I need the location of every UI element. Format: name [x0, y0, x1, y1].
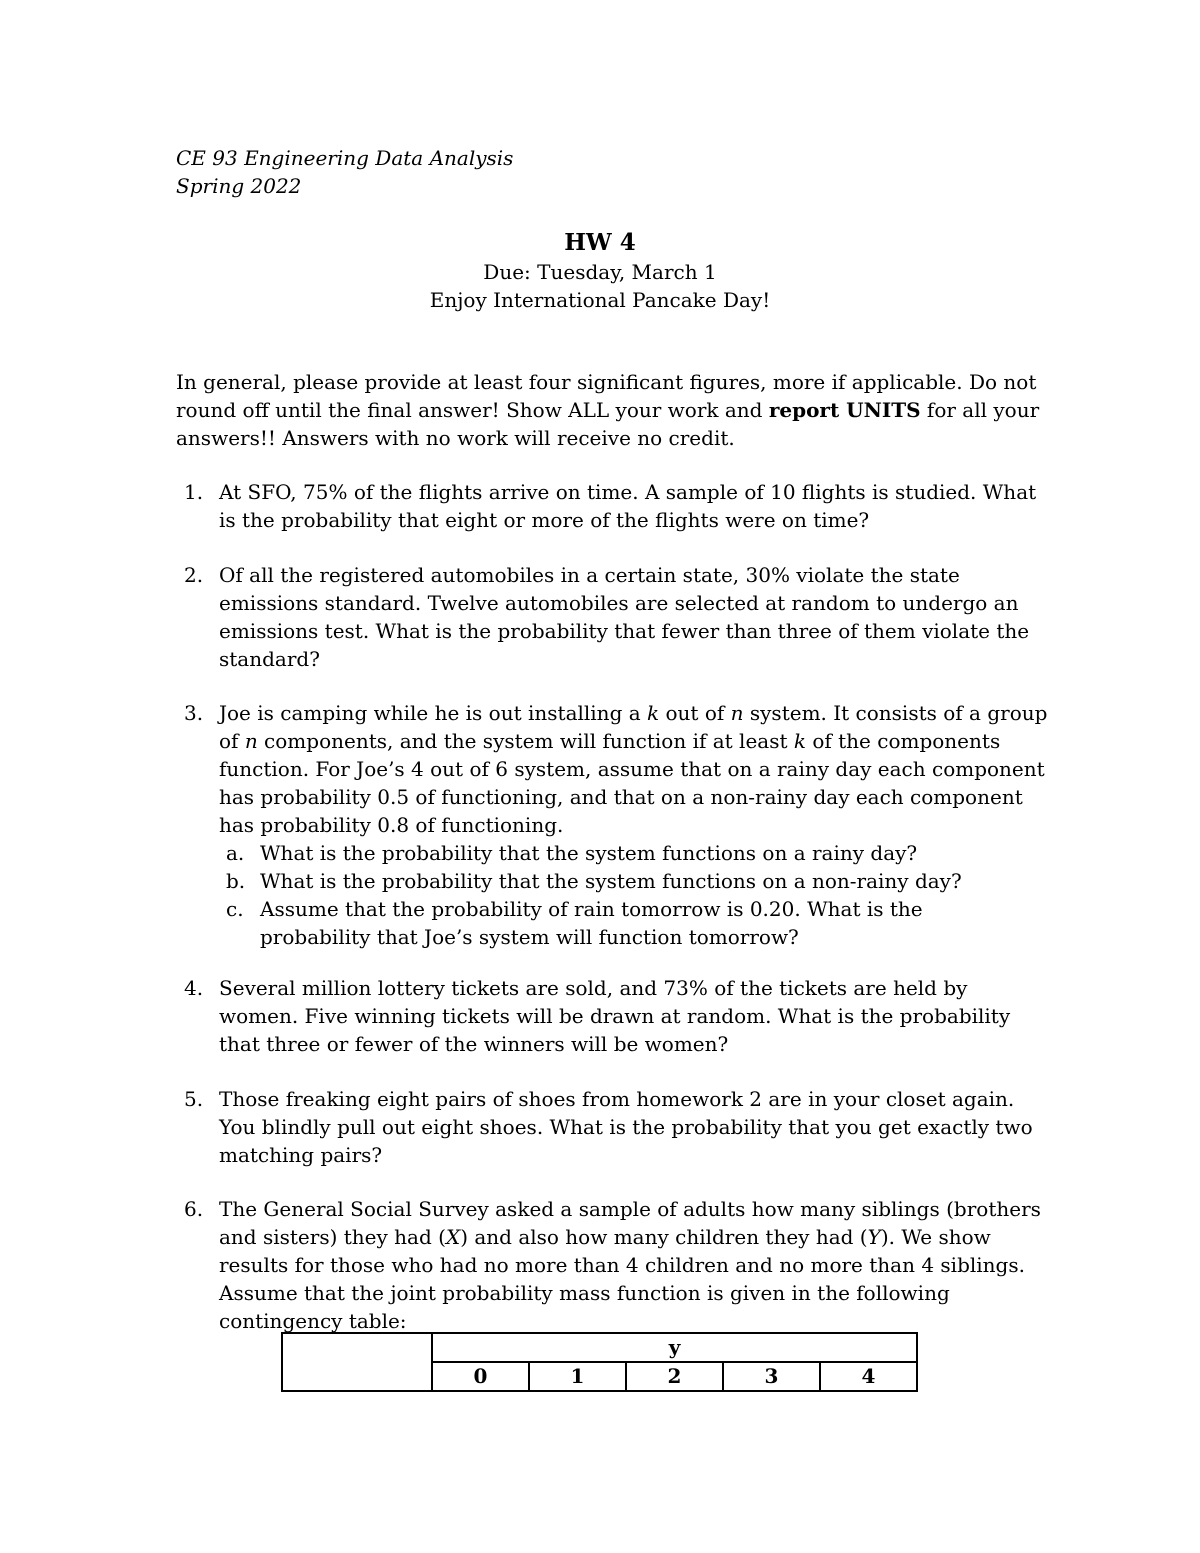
- variable-k: k: [647, 701, 660, 725]
- instructions-line: In general, please provide at least four significant figures, more if applicable. Do not: [176, 370, 1037, 394]
- subquestion-text: What is the probability that the system functions on a non-rainy day?: [260, 869, 962, 893]
- instructions: [176, 368, 1040, 452]
- tagline: Enjoy International Pancake Day!: [429, 288, 771, 312]
- question-line: matching pairs?: [219, 1143, 383, 1167]
- course-term: Spring 2022: [176, 174, 302, 198]
- question-number: 5.: [184, 1087, 204, 1111]
- text: of the components: [805, 729, 1001, 753]
- question-line: that three or fewer of the winners will be women?: [219, 1032, 729, 1056]
- course-header: [176, 144, 513, 200]
- table-column-header: 1: [529, 1362, 626, 1391]
- question-line: women. Five winning tickets will be drawn at random. What is the probability: [219, 1004, 1011, 1028]
- subquestion-text: probability that Joe’s system will function tomorrow?: [260, 925, 799, 949]
- text: and sisters) they had (: [219, 1225, 446, 1249]
- variable-y: Y: [867, 1225, 881, 1249]
- question-line: Assume that the joint probability mass function is given in the following: [219, 1281, 950, 1305]
- subquestion-letter: a.: [226, 841, 245, 865]
- table-y-header: y: [432, 1333, 917, 1362]
- question-line: [219, 727, 1049, 755]
- question-line: function. For Joe’s 4 out of 6 system, assume that on a rainy day each component: [219, 757, 1045, 781]
- question-line: has probability 0.8 of functioning.: [219, 813, 564, 837]
- question-number: 6.: [184, 1197, 204, 1221]
- variable-n: n: [244, 729, 258, 753]
- due-date: Due: Tuesday, March 1: [483, 260, 717, 284]
- table-column-header: 3: [723, 1362, 820, 1391]
- subquestion-b: [219, 867, 1049, 895]
- subquestion-text: What is the probability that the system functions on a rainy day?: [260, 841, 918, 865]
- text: system. It consists of a group: [743, 701, 1048, 725]
- subquestion-a: [219, 839, 1049, 867]
- text: ). We show: [880, 1225, 991, 1249]
- question-number: 2.: [184, 563, 204, 587]
- question-line: is the probability that eight or more of the flights were on time?: [219, 508, 870, 532]
- question-text: [219, 478, 1049, 534]
- text: Joe is camping while he is out installing a: [219, 701, 648, 725]
- contingency-table: [281, 1332, 918, 1392]
- text: out of: [659, 701, 731, 725]
- text: of: [219, 729, 245, 753]
- variable-n: n: [730, 701, 744, 725]
- instructions-text: round off until the final answer! Show ALL your work and: [176, 398, 769, 422]
- table-column-header: 2: [626, 1362, 723, 1391]
- table-column-header: 4: [820, 1362, 917, 1391]
- subquestion-c-continued: [219, 923, 1049, 951]
- table-header-row: [282, 1333, 917, 1362]
- subquestion-c: [219, 895, 1049, 923]
- text: components, and the system will function if at least: [257, 729, 794, 753]
- question-line: At SFO, 75% of the flights arrive on time. A sample of 10 flights is studied. What: [219, 480, 1037, 504]
- question-text: [219, 699, 1049, 951]
- subquestion-letter: b.: [226, 869, 246, 893]
- text: ) and also how many children they had (: [460, 1225, 868, 1249]
- question-line: emissions test. What is the probability that fewer than three of them violate the: [219, 619, 1030, 643]
- table-corner-cell: [282, 1333, 432, 1391]
- question-number: 3.: [184, 701, 204, 725]
- homework-title: HW 4: [564, 229, 636, 256]
- instructions-line: answers!! Answers with no work will receive no credit.: [176, 426, 735, 450]
- question-number: 1.: [184, 480, 204, 504]
- question-number: 4.: [184, 976, 204, 1000]
- instructions-text: for all your: [920, 398, 1040, 422]
- question-line: You blindly pull out eight shoes. What is the probability that you get exactly two: [219, 1115, 1033, 1139]
- course-name: CE 93 Engineering Data Analysis: [176, 146, 514, 170]
- question-line: contingency table:: [219, 1309, 407, 1333]
- question-line: Several million lottery tickets are sold, and 73% of the tickets are held by: [219, 976, 968, 1000]
- question-line: Those freaking eight pairs of shoes from homework 2 are in your closet again.: [219, 1087, 1015, 1111]
- question-line: emissions standard. Twelve automobiles are selected at random to undergo an: [219, 591, 1019, 615]
- subquestion-letter: c.: [226, 897, 244, 921]
- question-line: Of all the registered automobiles in a certain state, 30% violate the state: [219, 563, 960, 587]
- question-line: The General Social Survey asked a sample of adults how many siblings (brothers: [219, 1197, 1041, 1221]
- instructions-emphasis: report UNITS: [768, 398, 921, 422]
- instructions-line: [176, 396, 1040, 424]
- variable-k: k: [793, 729, 806, 753]
- due-block: [0, 258, 1200, 314]
- question-text: [219, 561, 1049, 673]
- question-text: [219, 1085, 1049, 1169]
- question-text: [219, 974, 1049, 1058]
- question-text: [219, 1195, 1049, 1335]
- variable-x: X: [445, 1225, 461, 1249]
- table-column-header: 0: [432, 1362, 529, 1391]
- subquestion-text: Assume that the probability of rain tomorrow is 0.20. What is the: [260, 897, 923, 921]
- question-line: results for those who had no more than 4 children and no more than 4 siblings.: [219, 1253, 1025, 1277]
- question-line: standard?: [219, 647, 320, 671]
- question-line: [219, 1223, 1049, 1251]
- question-line: has probability 0.5 of functioning, and that on a non-rainy day each component: [219, 785, 1023, 809]
- question-line: [219, 699, 1049, 727]
